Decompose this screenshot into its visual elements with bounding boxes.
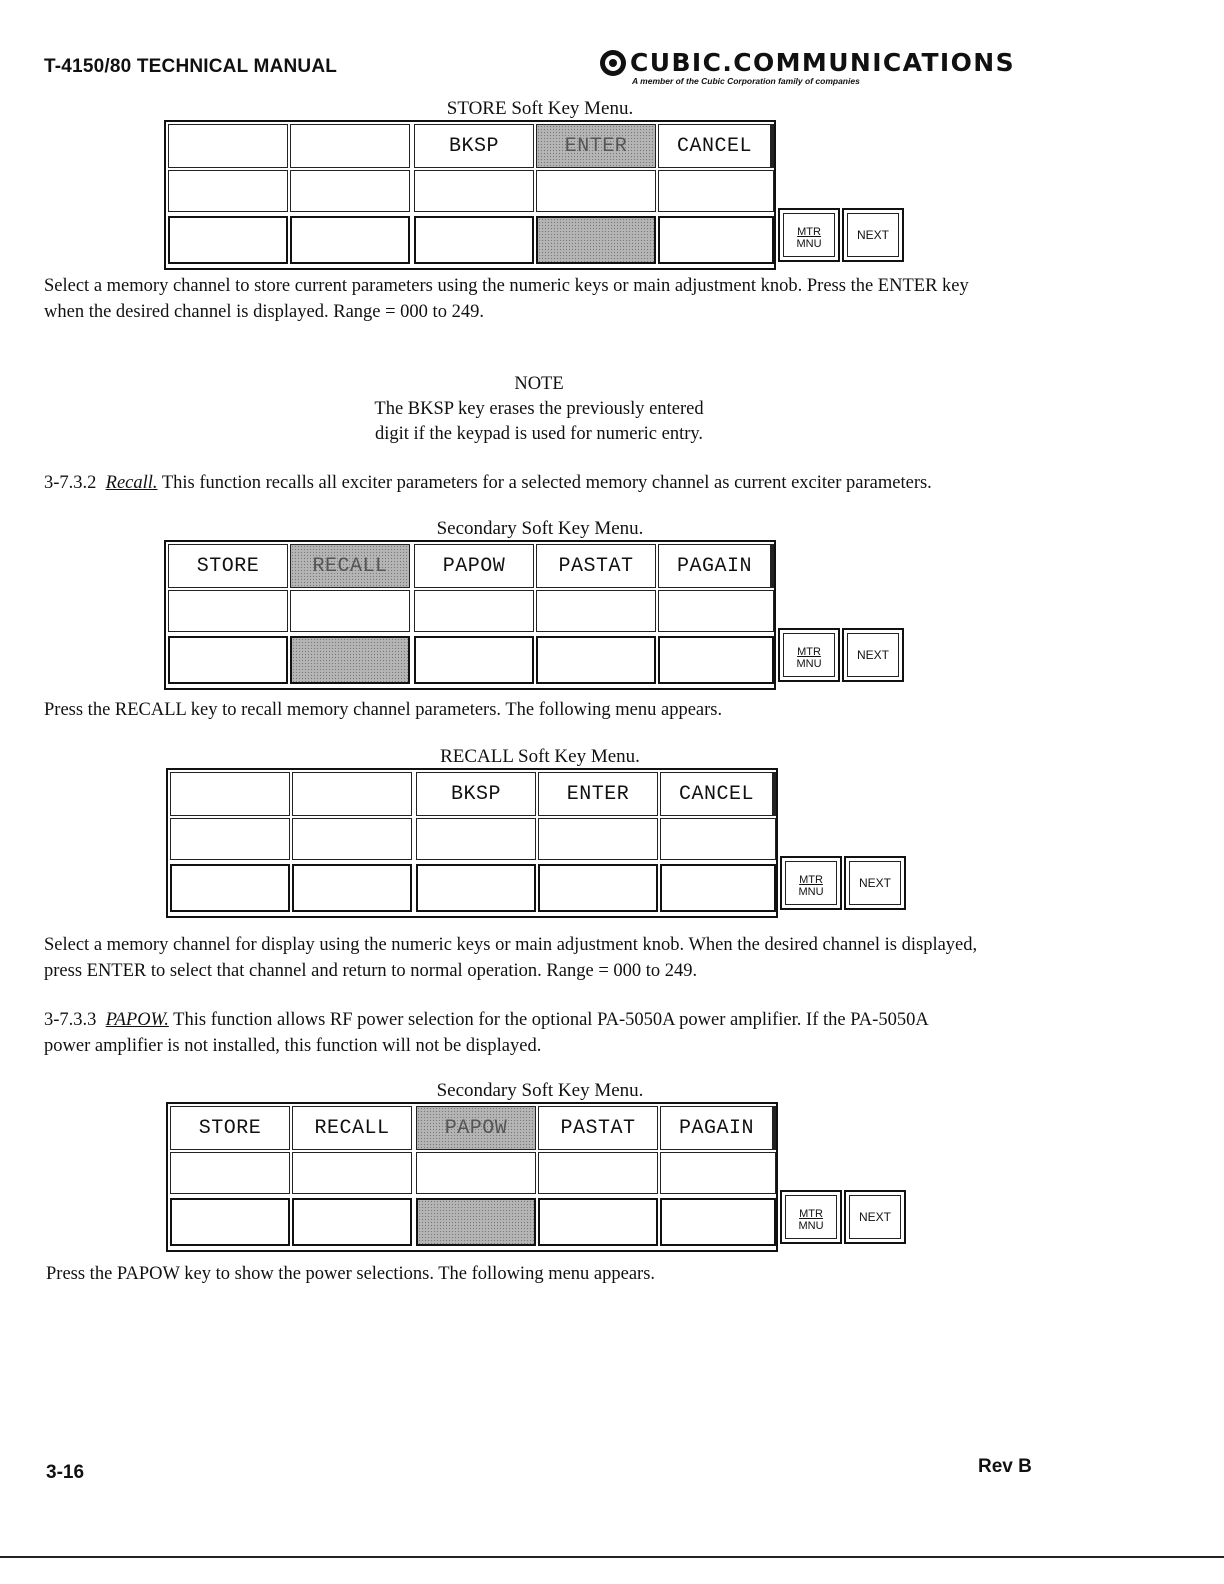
cubic-logo-icon: [600, 50, 626, 76]
soft-key-label: CANCEL: [676, 135, 752, 158]
menu-spacer-cell: [658, 590, 774, 632]
next-button[interactable]: [842, 628, 904, 682]
note-line: The BKSP key erases the previously entered: [374, 399, 704, 419]
soft-key-button-4[interactable]: [536, 216, 656, 264]
section-title: PAPOW.: [105, 1010, 169, 1030]
menu-spacer-cell: [168, 170, 288, 212]
menu-spacer-cell: [414, 590, 534, 632]
menu-spacer-cell: [292, 1152, 412, 1194]
soft-key-label: PAGAIN: [678, 1117, 754, 1140]
soft-key-button-4[interactable]: [538, 1198, 658, 1246]
next-button[interactable]: [844, 1190, 906, 1244]
menu-spacer-cell: [416, 818, 536, 860]
menu-spacer-cell: [416, 1152, 536, 1194]
menu-spacer-cell: [536, 590, 656, 632]
paragraph: Press the RECALL key to recall memory channel parameters. The following menu appears.: [44, 700, 723, 720]
mtr-mnu-button[interactable]: [778, 628, 840, 682]
soft-key-label: BKSP: [450, 783, 501, 806]
soft-key-label-cell: [170, 1106, 290, 1150]
soft-key-button-4[interactable]: [538, 864, 658, 912]
section-title: Recall.: [105, 473, 158, 493]
soft-key-menu-secondary-papow: [166, 1102, 914, 1252]
soft-key-label: RECALL: [312, 555, 388, 578]
mtr-mnu-button[interactable]: [780, 856, 842, 910]
mtr-mnu-face: [785, 1195, 837, 1239]
menu-spacer-cell: [536, 170, 656, 212]
soft-key-label: PASTAT: [558, 555, 634, 578]
soft-key-button-3[interactable]: [414, 636, 534, 684]
mnu-label: MNU: [798, 1220, 824, 1232]
soft-key-label-cell: [170, 772, 290, 816]
section-papow: [44, 1007, 929, 1059]
soft-key-label: PASTAT: [560, 1117, 636, 1140]
paragraph-line: Select a memory channel to store current parameters using the numeric keys or main adjustment knob. Press the ENTER key: [44, 276, 969, 296]
bottom-rule: [0, 1556, 1224, 1558]
section-text: This function recalls all exciter parameters for a selected memory channel as current exciter parameters.: [157, 473, 932, 493]
soft-key-label-cell: [536, 544, 656, 588]
menu-spacer-cell: [290, 170, 410, 212]
soft-key-button-3[interactable]: [416, 864, 536, 912]
soft-key-button-3[interactable]: [416, 1198, 536, 1246]
menu-spacer-cell: [290, 590, 410, 632]
soft-key-menu-recall: [166, 768, 914, 918]
section-text: power amplifier is not installed, this function will not be displayed.: [44, 1036, 542, 1056]
mtr-mnu-button[interactable]: [778, 208, 840, 262]
soft-key-menu-store: [164, 120, 912, 270]
soft-key-label: STORE: [198, 1117, 262, 1140]
next-label: NEXT: [856, 648, 889, 662]
soft-key-button-2[interactable]: [292, 1198, 412, 1246]
soft-key-label-cell: [292, 772, 412, 816]
next-face: [847, 633, 899, 677]
mtr-label: MTR: [799, 874, 823, 886]
soft-key-label: RECALL: [314, 1117, 390, 1140]
soft-key-button-1[interactable]: [168, 216, 288, 264]
next-face: [847, 213, 899, 257]
menu-spacer-cell: [660, 1152, 776, 1194]
soft-key-button-4[interactable]: [536, 636, 656, 684]
mnu-label: MNU: [798, 886, 824, 898]
mtr-label: MTR: [797, 646, 821, 658]
mnu-label: MNU: [796, 658, 822, 670]
soft-key-label-cell: [658, 544, 774, 588]
section-number: 3-7.3.2: [44, 473, 97, 493]
menu-caption: RECALL Soft Key Menu.: [440, 746, 640, 767]
soft-key-label: ENTER: [566, 783, 630, 806]
section-text: This function allows RF power selection for the optional PA-5050A power amplifier. If the PA-5050A: [168, 1010, 929, 1030]
mtr-label: MTR: [799, 1208, 823, 1220]
manual-title: T-4150/80 TECHNICAL MANUAL: [44, 56, 338, 77]
soft-key-label-cell: [416, 772, 536, 816]
paragraph: [44, 273, 969, 325]
mtr-mnu-button[interactable]: [780, 1190, 842, 1244]
menu-spacer-cell: [170, 818, 290, 860]
note-title: NOTE: [514, 374, 564, 394]
menu-caption: Secondary Soft Key Menu.: [436, 518, 644, 539]
next-face: [849, 1195, 901, 1239]
soft-key-button-5[interactable]: [660, 1198, 776, 1246]
soft-key-button-2[interactable]: [290, 216, 410, 264]
soft-key-label-cell: [414, 124, 534, 168]
soft-key-label: [291, 125, 409, 135]
brand-tagline: A member of the Cubic Corporation family of companies: [632, 76, 860, 86]
soft-key-label-cell: [658, 124, 774, 168]
section-number: 3-7.3.3: [44, 1010, 97, 1030]
mtr-mnu-face: [785, 861, 837, 905]
soft-key-button-2[interactable]: [292, 864, 412, 912]
paragraph: [44, 932, 977, 984]
paragraph-line: when the desired channel is displayed. Range = 000 to 249.: [44, 302, 484, 322]
soft-key-label-cell: [290, 124, 410, 168]
mtr-mnu-face: [783, 213, 835, 257]
soft-key-button-5[interactable]: [658, 216, 774, 264]
soft-key-label: [169, 125, 287, 135]
next-label: NEXT: [858, 1210, 891, 1224]
menu-spacer-cell: [538, 818, 658, 860]
soft-key-button-3[interactable]: [414, 216, 534, 264]
mnu-label: MNU: [796, 238, 822, 250]
brand-name: CUBIC.COMMUNICATIONS: [630, 48, 1016, 77]
note-box: [289, 372, 789, 447]
soft-key-label-cell: [416, 1106, 536, 1150]
menu-spacer-cell: [414, 170, 534, 212]
soft-key-label-cell: [538, 772, 658, 816]
soft-key-menu-secondary: [164, 540, 912, 690]
soft-key-label: [171, 773, 289, 783]
soft-key-label-cell: [168, 544, 288, 588]
note-line: digit if the keypad is used for numeric entry.: [374, 424, 704, 444]
mtr-label: MTR: [797, 226, 821, 238]
next-face: [849, 861, 901, 905]
soft-key-label-cell: [290, 544, 410, 588]
mtr-mnu-face: [783, 633, 835, 677]
soft-key-button-1[interactable]: [168, 636, 288, 684]
menu-spacer-cell: [168, 590, 288, 632]
next-button[interactable]: [842, 208, 904, 262]
soft-key-label-cell: [536, 124, 656, 168]
soft-key-button-5[interactable]: [660, 864, 776, 912]
soft-key-label-cell: [660, 1106, 776, 1150]
paragraph: Press the PAPOW key to show the power selections. The following menu appears.: [46, 1264, 656, 1284]
soft-key-label: PAPOW: [442, 555, 506, 578]
menu-caption: Secondary Soft Key Menu.: [436, 1080, 644, 1101]
menu-caption: STORE Soft Key Menu.: [446, 98, 634, 119]
soft-key-label-cell: [414, 544, 534, 588]
soft-key-label: PAPOW: [444, 1117, 508, 1140]
menu-spacer-cell: [170, 1152, 290, 1194]
soft-key-button-2[interactable]: [290, 636, 410, 684]
menu-spacer-cell: [660, 818, 776, 860]
page-number: 3-16: [46, 1462, 85, 1483]
soft-key-label-cell: [168, 124, 288, 168]
soft-key-button-1[interactable]: [170, 864, 290, 912]
soft-key-label-cell: [538, 1106, 658, 1150]
brand-logo: [600, 48, 1040, 92]
paragraph-line: press ENTER to select that channel and return to normal operation. Range = 000 to 249.: [44, 961, 698, 981]
paragraph-line: Select a memory channel for display using the numeric keys or main adjustment knob. When the desired channel is displayed,: [44, 935, 978, 955]
menu-spacer-cell: [292, 818, 412, 860]
next-button[interactable]: [844, 856, 906, 910]
soft-key-label: CANCEL: [678, 783, 754, 806]
soft-key-label: PAGAIN: [676, 555, 752, 578]
soft-key-label: ENTER: [564, 135, 628, 158]
section-recall: [44, 470, 932, 496]
soft-key-label: STORE: [196, 555, 260, 578]
revision-label: Rev B: [978, 1456, 1032, 1477]
soft-key-label: [293, 773, 411, 783]
soft-key-button-5[interactable]: [658, 636, 774, 684]
menu-spacer-cell: [658, 170, 774, 212]
soft-key-label-cell: [292, 1106, 412, 1150]
soft-key-button-1[interactable]: [170, 1198, 290, 1246]
menu-spacer-cell: [538, 1152, 658, 1194]
next-label: NEXT: [856, 228, 889, 242]
soft-key-label-cell: [660, 772, 776, 816]
next-label: NEXT: [858, 876, 891, 890]
soft-key-label: BKSP: [448, 135, 499, 158]
